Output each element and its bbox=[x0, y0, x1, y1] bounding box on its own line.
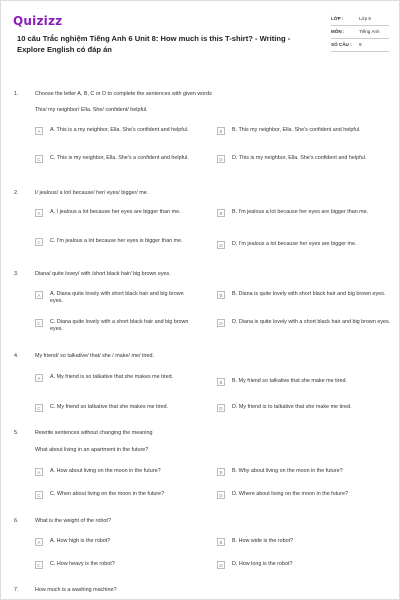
option-text: A. Diana quite lovely with short black hair and big brown eyes. bbox=[50, 291, 184, 304]
option-d[interactable] bbox=[217, 491, 395, 499]
option-text: B. Diana is quite lovely with short black hair and big brown eyes. bbox=[232, 291, 386, 297]
question-number: 4. bbox=[14, 353, 19, 359]
question-number: 2. bbox=[14, 190, 19, 196]
meta-key: LỚP : bbox=[331, 16, 344, 21]
option-letter-box: B bbox=[217, 468, 225, 476]
option-letter-box: B bbox=[217, 127, 225, 135]
option-letter-box: D bbox=[217, 491, 225, 499]
option-d[interactable] bbox=[217, 155, 395, 163]
option-letter-box: A bbox=[35, 468, 43, 476]
meta-panel bbox=[331, 13, 389, 52]
option-text: D. This is my neighbor, Ella. She's confident and helpful. bbox=[232, 155, 367, 161]
meta-value: Lớp 6 bbox=[359, 16, 371, 21]
meta-value: 9 bbox=[359, 42, 362, 47]
meta-key: MÔN : bbox=[331, 29, 345, 34]
option-d[interactable] bbox=[217, 241, 395, 249]
option-letter-box: B bbox=[217, 378, 225, 386]
option-letter-box: A bbox=[35, 291, 43, 299]
question-sub: This/ my neighbor/ Ella. She/ confident/ helpful. bbox=[35, 107, 148, 113]
question-stem: Choose the letter A, B, C or D to complete the sentences with given words bbox=[35, 91, 212, 97]
option-letter-box: C bbox=[35, 404, 43, 412]
option-c[interactable] bbox=[35, 491, 197, 499]
option-text: D. My friend is to talkative that she make me tired. bbox=[232, 404, 352, 410]
option-d[interactable] bbox=[217, 561, 395, 569]
option-b[interactable] bbox=[217, 468, 395, 476]
question-sub: What about living in an apartment in the future? bbox=[35, 447, 149, 453]
question-number: 5. bbox=[14, 430, 19, 436]
question-number: 6. bbox=[14, 518, 19, 524]
option-text: D. Where about living on the moon in the future? bbox=[232, 491, 348, 497]
option-b[interactable] bbox=[217, 378, 395, 386]
question-stem: What is the weight of the robot? bbox=[35, 518, 111, 524]
option-c[interactable] bbox=[35, 319, 197, 333]
option-text: A. My friend is so talkative that she makes me tired. bbox=[50, 374, 174, 380]
question-stem: I/ jealous/ a lot/ because/ her/ eyes/ bigger/ me. bbox=[35, 190, 149, 196]
option-text: C. How heavy is the robot? bbox=[50, 561, 115, 567]
option-letter-box: C bbox=[35, 319, 43, 327]
option-letter-box: A bbox=[35, 374, 43, 382]
option-a[interactable] bbox=[35, 374, 197, 382]
option-c[interactable] bbox=[35, 155, 197, 163]
option-c[interactable] bbox=[35, 561, 197, 569]
question-number: 3. bbox=[14, 271, 19, 277]
option-text: C. My friend so talkative that she makes me tired. bbox=[50, 404, 169, 410]
option-letter-box: D bbox=[217, 155, 225, 163]
option-text: B. How wide is the robot? bbox=[232, 538, 294, 544]
option-b[interactable] bbox=[217, 538, 395, 546]
option-text: A. This is a my neighbor, Ella. She's confident and helpful. bbox=[50, 127, 189, 133]
option-a[interactable] bbox=[35, 468, 197, 476]
option-b[interactable] bbox=[217, 209, 395, 217]
question-stem: How much is a washing machine? bbox=[35, 587, 117, 593]
option-letter-box: A bbox=[35, 127, 43, 135]
question-stem: Rewrite sentences without changing the meaning bbox=[35, 430, 153, 436]
option-text: C. I'm jealous a lot because her eyes is bigger than me. bbox=[50, 238, 183, 244]
option-letter-box: C bbox=[35, 491, 43, 499]
meta-row-count bbox=[331, 39, 389, 52]
option-letter-box: D bbox=[217, 241, 225, 249]
option-a[interactable] bbox=[35, 538, 197, 546]
option-b[interactable] bbox=[217, 291, 395, 299]
option-text: B. Why about living on the moon in the future? bbox=[232, 468, 343, 474]
option-letter-box: B bbox=[217, 291, 225, 299]
option-text: D. Diana is quite lovely with a short black hair and big brown eyes. bbox=[232, 319, 391, 325]
meta-row-subject bbox=[331, 26, 389, 39]
quizizz-logo: Quizizz bbox=[13, 14, 63, 28]
meta-key: SỐ CÂU : bbox=[331, 42, 352, 47]
option-letter-box: A bbox=[35, 538, 43, 546]
option-letter-box: B bbox=[217, 209, 225, 217]
option-letter-box: D bbox=[217, 561, 225, 569]
option-letter-box: D bbox=[217, 404, 225, 412]
option-text: B. My friend so talkative that she make me tired. bbox=[232, 378, 348, 384]
option-d[interactable] bbox=[217, 404, 395, 412]
option-text: D. I'm jealous a lot because her eyes are bigger me. bbox=[232, 241, 357, 247]
option-text: C. When about living on the moon in the future? bbox=[50, 491, 165, 497]
option-text: A. How about living on the moon in the future? bbox=[50, 468, 161, 474]
question-stem: Diana/ quite lovey/ with /short black hair/ big brown eyes. bbox=[35, 271, 171, 277]
option-text: C. This is my neighbor, Ella. She's a confident and helpful. bbox=[50, 155, 189, 161]
meta-value: Tiếng Anh bbox=[359, 29, 380, 34]
option-text: B. This my neighbor, Ella. She's confident and helpful. bbox=[232, 127, 361, 133]
option-letter-box: A bbox=[35, 209, 43, 217]
question-number: 1. bbox=[14, 91, 19, 97]
option-b[interactable] bbox=[217, 127, 395, 135]
option-letter-box: C bbox=[35, 155, 43, 163]
option-text: D. How long is the robot? bbox=[232, 561, 293, 567]
option-letter-box: B bbox=[217, 538, 225, 546]
question-stem: My friend/ so talkative/ that/ she / make/ me/ tired. bbox=[35, 353, 154, 359]
option-text: B. I'm jealous a lot because her eyes are bigger than me. bbox=[232, 209, 369, 215]
option-c[interactable] bbox=[35, 404, 197, 412]
option-text: C. Diana quite lovely with a short black hair and big brown eyes. bbox=[50, 319, 189, 332]
option-letter-box: D bbox=[217, 319, 225, 327]
meta-row-grade bbox=[331, 13, 389, 26]
worksheet-title: 10 câu Trắc nghiệm Tiếng Anh 6 Unit 8: How much is this T-shirt? - Writing - Explore English có đáp án bbox=[17, 34, 291, 54]
option-letter-box: C bbox=[35, 238, 43, 246]
option-d[interactable] bbox=[217, 319, 395, 327]
option-text: A. I jealous a lot because her eyes are bigger than me. bbox=[50, 209, 181, 215]
option-a[interactable] bbox=[35, 291, 197, 305]
option-a[interactable] bbox=[35, 209, 197, 217]
question-number: 7. bbox=[14, 587, 19, 593]
option-a[interactable] bbox=[35, 127, 197, 135]
option-c[interactable] bbox=[35, 238, 197, 246]
option-text: A. How high is the robot? bbox=[50, 538, 111, 544]
option-letter-box: C bbox=[35, 561, 43, 569]
